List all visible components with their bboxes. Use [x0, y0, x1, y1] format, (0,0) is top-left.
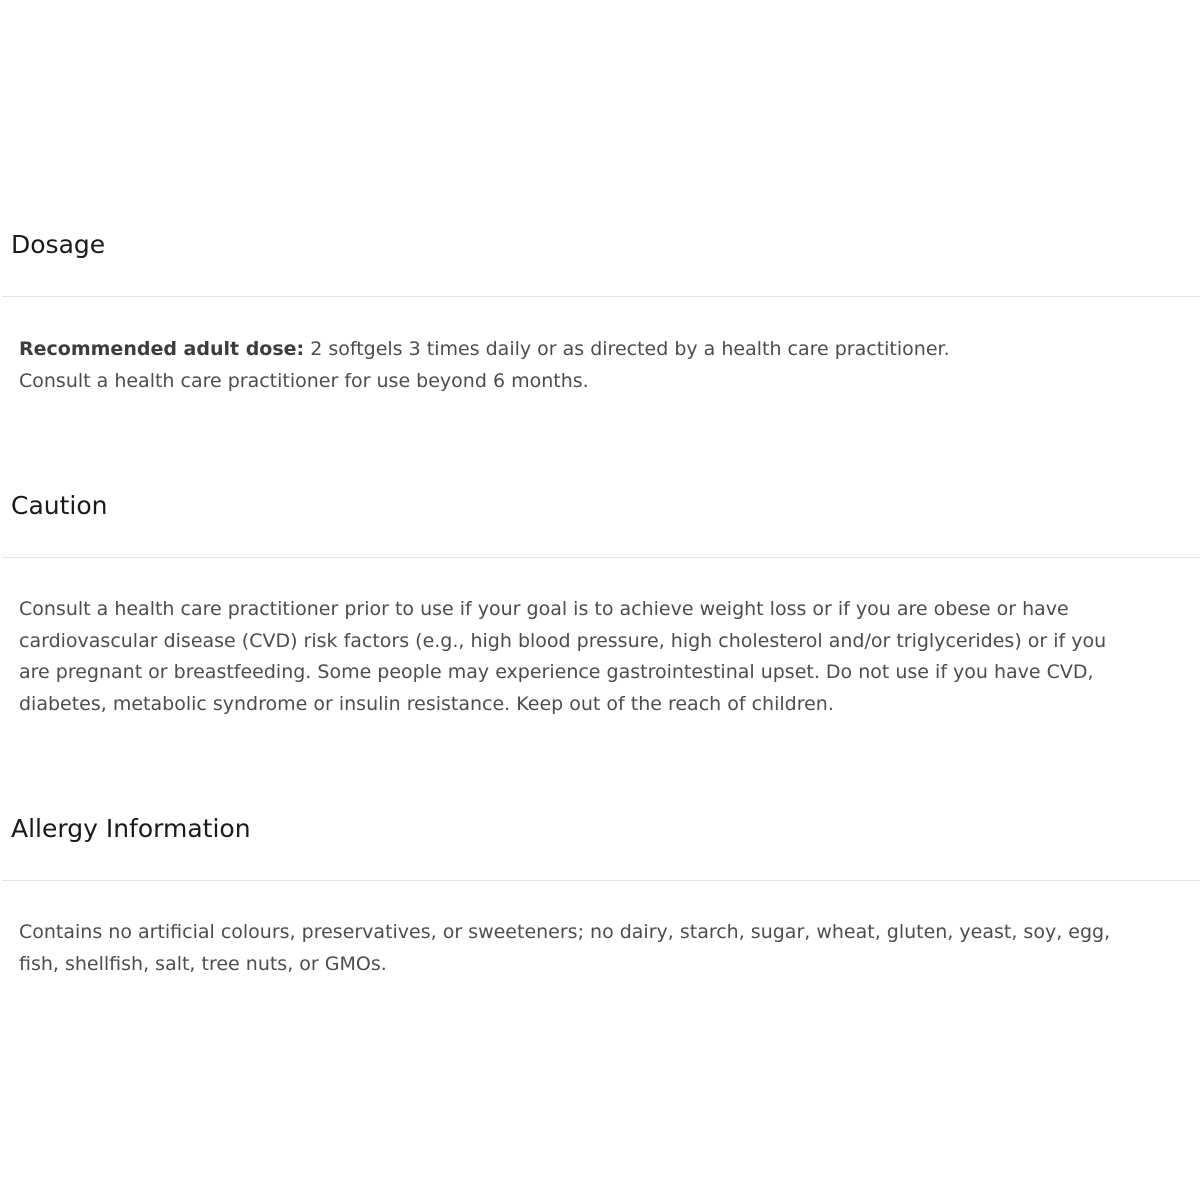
dosage-instruction: 2 softgels 3 times daily or as directed by a health care practitioner.	[304, 338, 950, 360]
allergy-divider	[2, 880, 1200, 881]
caution-divider	[2, 557, 1200, 558]
caution-heading: Caution	[11, 491, 108, 520]
allergy-text	[19, 917, 1194, 980]
caution-line: cardiovascular disease (CVD) risk factors (e.g., high blood pressure, high cholesterol and/or triglycerides) or if you	[19, 629, 1107, 652]
dosage-heading: Dosage	[11, 230, 106, 259]
caution-line: are pregnant or breastfeeding. Some people may experience gastrointestinal upset. Do not use if you have CVD,	[19, 661, 1094, 683]
allergy-heading: Allergy Information	[11, 814, 251, 843]
dosage-label: Recommended adult dose:	[19, 338, 305, 360]
dosage-divider	[2, 296, 1200, 297]
dosage-text	[19, 334, 1194, 397]
caution-text	[19, 594, 1194, 720]
dosage-line-2: Consult a health care practitioner for use beyond 6 months.	[19, 369, 589, 392]
allergy-line: fish, shellfish, salt, tree nuts, or GMOs.	[19, 952, 387, 975]
caution-line: Consult a health care practitioner prior to use if your goal is to achieve weight loss or if you are obese or have	[19, 598, 1069, 620]
allergy-line: Contains no artificial colours, preservatives, or sweeteners; no dairy, starch, sugar, wheat, gluten, yeast, soy, egg,	[19, 921, 1111, 943]
caution-line: diabetes, metabolic syndrome or insulin resistance. Keep out of the reach of children.	[19, 692, 834, 715]
dosage-line-1	[19, 334, 1194, 366]
